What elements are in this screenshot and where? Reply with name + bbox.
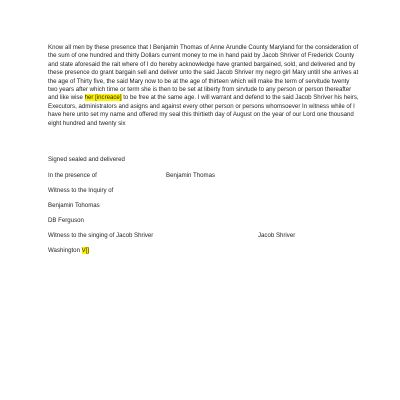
db-ferguson-line: DB Ferguson	[48, 217, 84, 224]
washington-highlight: V[]	[81, 247, 90, 254]
signer-name: Benjamin Thomas	[166, 172, 215, 179]
deed-paragraph-text	[48, 44, 360, 128]
deed-paragraph	[48, 44, 360, 128]
paragraph-text-start: Know all men by these presence that I Benjamin Thomas of Anne Arundle County Maryland for the consideration of the sum of one hundred and thirty Dollars current money to me in hand paid by Jacob Shriver of Frederick County and state aforesaid the rait where of I do hereby acknowledge have granted bargained, sold, and delivered and by these presence do grant bargain sell and deliver unto the said Jacob Shriver my negro girl Mary untill she arrives at the age of Thirty five, the said Mary now to be at the age of thirteen which will make the term of servitude twenty two years after which time or term she is then to be set at liberty from sirvtude to any person or person thereafter and like wise	[48, 44, 359, 102]
witness-inquiry-line: Witness to the Inquiry of	[48, 187, 114, 194]
highlighted-text: her [increace]	[84, 94, 122, 102]
witness-inquiry-name: Benjamin Tohomas	[48, 202, 100, 209]
paragraph-text-end: to be free at the same age. I will warrant and defend to the said Jacob Shriver his heirs, Executors, administrators and asigns and against every other person or persons whomsoever In witness while of I have here unto set my name and offered my seal this thirtieth day of August on the year of our Lord one thousand eight hundred and twenty six	[48, 94, 359, 127]
witness-signing-line	[48, 232, 296, 240]
presence-line	[48, 172, 215, 180]
witness-signing-label: Witness to the singing of Jacob Shriver	[48, 232, 154, 239]
washington-line	[48, 247, 89, 255]
washington-text: Washington	[48, 247, 82, 254]
buyer-name: Jacob Shriver	[258, 232, 296, 239]
presence-label: In the presence of	[48, 172, 97, 179]
signed-line: Signed sealed and delivered	[48, 156, 125, 163]
